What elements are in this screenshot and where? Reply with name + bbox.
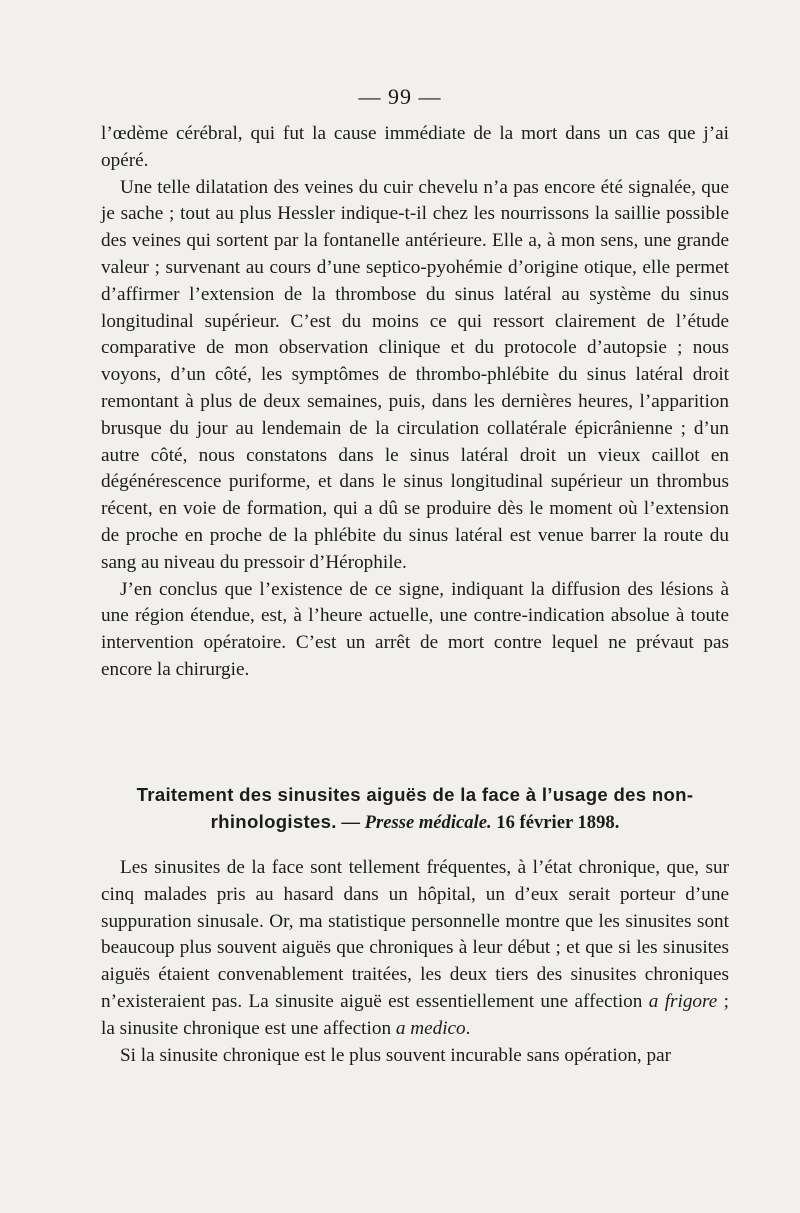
heading-dash: —: [336, 812, 365, 833]
publication-date: 16 février 1898.: [491, 812, 620, 833]
section-heading: [101, 782, 729, 836]
paragraph-text: .: [465, 1017, 471, 1039]
paragraph: [101, 855, 729, 1043]
paragraph-text: Les sinusites de la face sont tellement fréquentes, à l’état chronique, que, sur cinq malades pris au hasard dans un hôpital, un d’eux serait porteur d’une suppuration sinusale. Or, ma statistique personnelle montre que les sinusites sont beaucoup plus souvent aiguës que chroniques à leur début ; et que si les sinusites aiguës étaient convenablement traitées, les deux tiers des sinusites chroniques n’existeraient pas. La sinusite aiguë est essentiellement une affection: [101, 857, 729, 1012]
page-number: — 99 —: [358, 84, 442, 109]
paragraph: l’œdème cérébral, qui fut la cause immédiate de la mort dans un cas que j’ai opéré.: [101, 123, 729, 171]
latin-phrase: a medico: [395, 1017, 466, 1039]
latin-phrase: a frigore: [648, 990, 718, 1012]
section-1-text: [101, 121, 729, 684]
paragraph-text: ; la sinusite chronique est une affection: [101, 990, 729, 1039]
heading-title: Traitement des sinusites aiguës de la face à l’usage des non-rhinologistes.: [136, 784, 694, 832]
paragraph: Une telle dilatation des veines du cuir chevelu n’a pas encore été signalée, que je sache ; tout au plus Hessler indique-t-il chez les nourrissons la saillie possible des veines qui sortent par la fontanelle antérieure. Elle a, à mon sens, une grande valeur ; survenant au cours d’une septico-pyohémie d’origine otique, elle permet d’affirmer l’extension de la thrombose du sinus latéral au système du sinus longitudinal supérieur. C’est du moins ce qui ressort clairement de l’étude comparative de mon observation clinique et du protocole d’autopsie ; nous voyons, d’un côté, les symptômes de thrombo-phlébite du sinus latéral droit remontant à plus de deux semaines, puis, dans les dernières heures, l’apparition brusque du jour au lendemain de la circulation collatérale épicrânienne ; d’un autre côté, nous constatons dans le sinus latéral droit un vieux caillot en dégénérescence puriforme, et dans le sinus longitudinal supérieur un thrombus récent, en voie de formation, qui a dû se produire dès le moment où l’extension de proche en proche de la phlébite du sinus latéral est venue barrer la route du sang au niveau du pressoir d’Hérophile.: [101, 176, 729, 573]
paragraph: Si la sinusite chronique est le plus souvent incurable sans opération, par: [120, 1044, 671, 1066]
journal-name: Presse médicale.: [364, 812, 492, 833]
paragraph: J’en conclus que l’existence de ce signe, indiquant la diffusion des lésions à une région étendue, est, à l’heure actuelle, une contre-indication absolue à toute intervention opératoire. C’est un arrêt de mort contre lequel ne prévaut pas encore la chirurgie.: [101, 578, 729, 680]
section-2-text: [101, 855, 729, 1069]
